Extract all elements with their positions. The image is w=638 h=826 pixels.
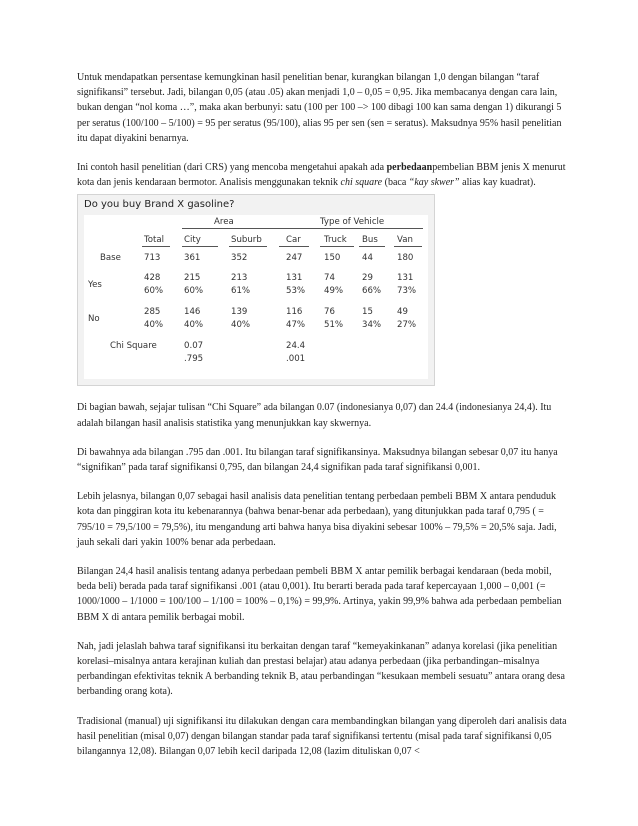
cell-yes-suburb-n: 213 [231,273,248,284]
col-header-suburb: Suburb [231,235,262,246]
document-page [77,70,567,759]
cell-no-bus-n: 15 [362,307,373,318]
underline-bus [359,246,385,247]
paragraph-2-text-d: alias kay kuadrat). [459,177,536,189]
cell-base-total: 713 [144,253,161,264]
row-label-chi-square: Chi Square [110,341,157,352]
col-header-bus: Bus [362,235,378,246]
vehicle-underline [279,228,423,229]
underline-total [142,246,170,247]
cell-yes-truck-pct: 49% [324,286,344,297]
col-header-total: Total [144,235,165,246]
cell-yes-city-pct: 60% [184,286,204,297]
underline-city [182,246,218,247]
cell-yes-van-n: 131 [397,273,414,284]
paragraph-1: Untuk mendapatkan persentase kemungkinan hasil penelitian benar, kurangkan bilangan 1,0 dengan bilangan “taraf signifikansi” tersebut. Jadi, bilangan 0,05 (atau .05) akan menjadi 1,0 – 0,05 = 0,95. Jika membacanya dengan cara lain, bukan dengan “nol koma …”, maka akan berbunyi: satu (100 per 100 –> 100 dibagi 100 kan sama dengan 1) dikurangi 5 per seratus (100/100 – 5/100) = 95 per seratus (95/100), alias 95 per sen (sen = seratus). Maksudnya 95% hasil penelitian itu dapat diyakini benarnya. [77,72,562,144]
cell-yes-city-n: 215 [184,273,201,284]
row-label-base: Base [100,253,121,264]
col-header-car: Car [286,235,301,246]
group-header-vehicle: Type of Vehicle [320,217,385,228]
cell-base-city: 361 [184,253,201,264]
row-label-no: No [88,314,100,325]
col-header-city: City [184,235,201,246]
cell-no-car-n: 116 [286,307,303,318]
underline-truck [320,246,354,247]
cell-no-total-pct: 40% [144,320,164,331]
paragraph-5: Lebih jelasnya, bilangan 0,07 sebagai hasil analisis data penelitian tentang perbedaan pembeli BBM X antara penduduk kota dan pinggiran kota itu kebenarannya (bahwa benar-benar ada perbedaan), yang ditunjukkan pada taraf 0,795 ( = 795/10 = 79,5/100 = 79,5%), itu mengandung arti bahwa hanya bisa diyakini sebesar 100% – 79,5% = 20,5% saja. Jadi, jauh sekali dari yakin 100% benar ada perbedaan. [77,491,557,548]
cell-no-suburb-pct: 40% [231,320,251,331]
figure-title: Do you buy Brand X gasoline? [84,199,235,211]
cell-yes-total-n: 428 [144,273,161,284]
figure-table-area [84,215,428,379]
cell-base-car: 247 [286,253,303,264]
cell-no-city-pct: 40% [184,320,204,331]
underline-suburb [229,246,267,247]
significance-vehicle: .001 [286,354,306,365]
cell-yes-bus-n: 29 [362,273,373,284]
cell-yes-truck-n: 74 [324,273,335,284]
paragraph-2-bold: perbedaan [386,162,433,174]
paragraph-3: Di bagian bawah, sejajar tulisan “Chi Square” ada bilangan 0.07 (indonesianya 0,07) dan 24.4 (indonesianya 24,4). Itu adalah bilangan hasil analisis statistika yang menunjukkan kay skwernya. [77,402,552,429]
chi-square-vehicle: 24.4 [286,341,306,352]
cell-yes-total-pct: 60% [144,286,164,297]
chi-square-area: 0.07 [184,341,204,352]
cell-yes-car-pct: 53% [286,286,306,297]
paragraph-2-italic-a: chi square [340,177,383,189]
underline-car [279,246,309,247]
cell-base-suburb: 352 [231,253,248,264]
cell-yes-van-pct: 73% [397,286,417,297]
cell-yes-suburb-pct: 61% [231,286,251,297]
cell-no-suburb-n: 139 [231,307,248,318]
cell-no-truck-n: 76 [324,307,335,318]
paragraph-4: Di bawahnya ada bilangan .795 dan .001. Itu bilangan taraf signifikansinya. Maksudnya bilangan sebesar 0,07 itu hanya “signifikan” pada taraf signifikansi 0,795, dan bilangan 24,4 signifikan pada taraf signifikansi 0,001. [77,446,558,474]
cell-base-bus: 44 [362,253,373,264]
underline-van [394,246,422,247]
cell-no-total-n: 285 [144,307,161,318]
paragraph-2-text-a: Ini contoh hasil penelitian (dari CRS) yang mencoba mengetahui apakah ada [77,162,387,174]
cell-base-van: 180 [397,253,414,264]
cell-no-city-n: 146 [184,307,201,318]
paragraph-2 [77,160,567,190]
group-header-area: Area [214,217,234,228]
paragraph-8: Tradisional (manual) uji signifikansi itu dilakukan dengan cara membandingkan bilangan yang diperoleh dari analisis data hasil penelitian (misal 0,07) dengan bilangan standar pada taraf signifikansi tertentu (misal pada taraf signifikansi 0,05 bilangannya 12,08). Bilangan 0,07 lebih kecil daripada 12,08 (lazim dituliskan 0,07 < [77,715,567,758]
cell-no-van-n: 49 [397,307,408,318]
paragraph-2-text-b: pembelian BBM jenis X menurut kota dan jenis kendaraan bermotor. Analisis menggunakan teknik [77,162,566,189]
area-underline [182,228,284,229]
row-label-yes: Yes [88,280,102,291]
cell-yes-bus-pct: 66% [362,286,382,297]
survey-table-figure [77,194,435,386]
paragraph-2-text-c: (baca [382,177,409,189]
cell-yes-car-n: 131 [286,273,303,284]
cell-no-truck-pct: 51% [324,320,344,331]
col-header-van: Van [397,235,413,246]
paragraph-6: Bilangan 24,4 hasil analisis tentang adanya perbedaan pembeli BBM X antar pemilik berbagai kendaraan (beda mobil, beda beli) berada pada taraf signifikansi .001 (atau 0,001). Itu berarti berada pada taraf kepercayaan 1,000 – 0,001 (= 1000/1000 – 1/1000 = 100/100 – 1/100 = 100% – 0,1%) = 99,9%. Artinya, yakin 99,9% bahwa ada perbedaan pembelian BBM X di antara pemilik berbagai mobil. [77,566,562,623]
significance-area: .795 [184,354,204,365]
paragraph-2-italic-b: “kay skwer” [408,177,460,189]
cell-no-van-pct: 27% [397,320,417,331]
cell-no-car-pct: 47% [286,320,306,331]
cell-no-bus-pct: 34% [362,320,382,331]
col-header-truck: Truck [324,235,347,246]
cell-base-truck: 150 [324,253,341,264]
paragraph-7: Nah, jadi jelaslah bahwa taraf signifikansi itu berkaitan dengan taraf “kemeyakinkanan” adanya korelasi (jika penelitian korelasi–misalnya antara kerajinan kuliah dan prestasi belajar) atau adanya perbedaan (jika perbandingan–misalnya perbandingan efektivitas teknik A berbanding teknik B, atau perbandingan “kesukaan membeli sesuatu” antara orang desa berbanding orang kota). [77,640,565,698]
